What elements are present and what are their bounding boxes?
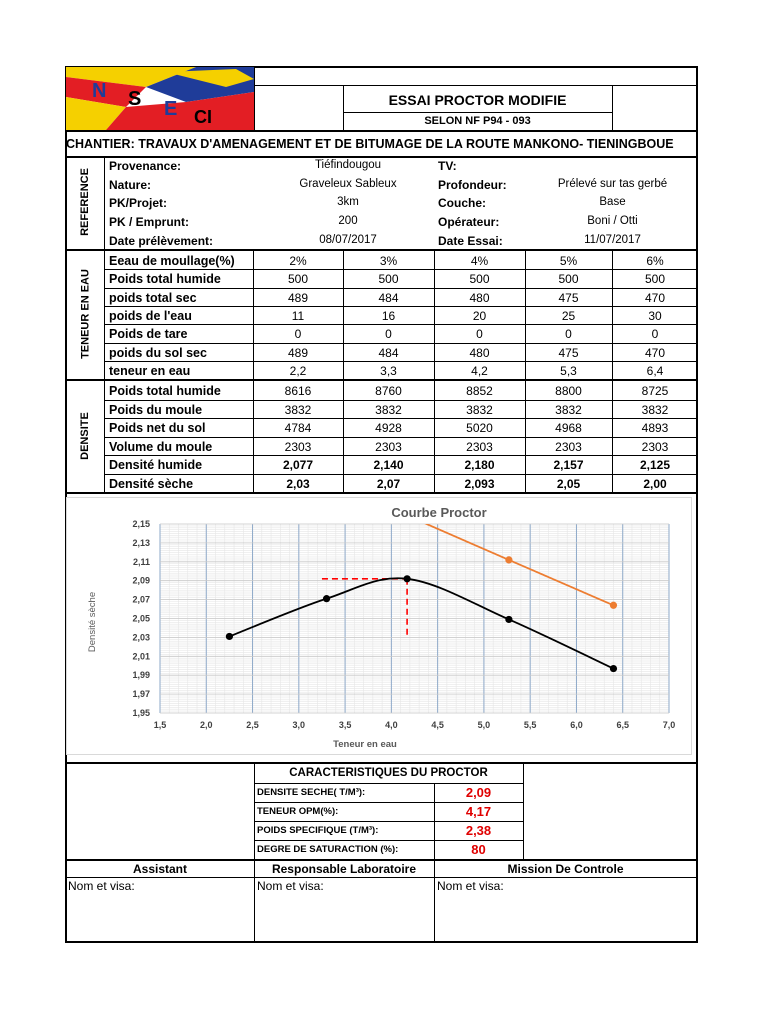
teneur-cell: 6%	[646, 254, 664, 268]
teneur-cell: 484	[378, 345, 399, 360]
densite-cell: 2303	[284, 439, 312, 454]
densite-row-label: Poids total humide	[109, 384, 221, 398]
teneur-row-label: Poids de tare	[109, 327, 188, 342]
logo-letters: N	[92, 80, 107, 102]
x-tick-label: 5,5	[523, 720, 537, 730]
teneur-row-label: poids de l'eau	[109, 308, 192, 323]
nature-value: Graveleux Sableux	[299, 178, 397, 190]
teneur-cell: 0	[476, 327, 483, 342]
densite-cell: 2303	[375, 439, 402, 454]
densite-cell: 2,140	[373, 458, 404, 473]
teneur-cell: 480	[469, 345, 490, 360]
densite-cell: 3832	[641, 402, 669, 417]
provenance-label: Provenance:	[109, 159, 182, 173]
x-tick-label: 2,5	[246, 720, 259, 730]
teneur-row-label: poids total sec	[109, 290, 197, 305]
x-tick-label: 3,0	[292, 720, 306, 730]
x-tick-label: 6,5	[616, 720, 629, 730]
caracteristiques-title: CARACTERISTIQUES DU PROCTOR	[289, 767, 488, 779]
densite-row-label: Densité humide	[109, 458, 203, 473]
series-0	[226, 575, 617, 672]
teneur-cell: 4%	[470, 254, 489, 268]
data-point	[610, 665, 617, 672]
pk-projet-value: 3km	[337, 196, 359, 208]
teneur-cell: 500	[287, 272, 309, 287]
couche-value: Base	[599, 196, 626, 208]
caracteristique-value: 80	[471, 842, 486, 857]
y-tick-label: 2,03	[132, 632, 150, 643]
signature-mission-visa: Nom et visa:	[437, 879, 504, 893]
x-tick-label: 4,5	[431, 720, 444, 730]
teneur-cell: 470	[644, 345, 666, 360]
caracteristique-label: DENSITE SECHE( T/M³):	[257, 787, 366, 798]
chart-title: Courbe Proctor	[391, 505, 487, 520]
densite-row-label: Poids net du sol	[109, 421, 206, 436]
teneur-cell: 2%	[289, 254, 307, 268]
densite-cell: 2,180	[464, 458, 495, 473]
teneur-cell: 500	[644, 272, 666, 287]
y-tick-label: 2,13	[132, 537, 150, 548]
densite-cell: 8616	[284, 384, 312, 398]
densite-cell: 2,125	[639, 458, 671, 473]
svg-text:S: S	[128, 88, 142, 110]
densite-cell: 2,07	[376, 477, 401, 491]
densite-cell: 4784	[284, 421, 312, 436]
teneur-cell: 0	[385, 327, 392, 342]
y-tick-label: 1,99	[132, 670, 150, 681]
date-essai-label: Date Essai:	[438, 234, 503, 248]
provenance-value: Tiéfindougou	[314, 159, 382, 171]
svg-text:E: E	[164, 98, 178, 120]
teneur-cell: 16	[381, 308, 396, 323]
signature-responsable-title: Responsable Laboratoire	[271, 862, 417, 876]
logo-graphic	[66, 67, 254, 130]
pk-emprunt-label: PK / Emprunt:	[109, 215, 189, 229]
densite-cell: 8725	[641, 384, 669, 398]
densite-cell: 2,00	[643, 477, 667, 491]
reference-section-label: REFERENCE	[79, 168, 91, 236]
profondeur-label: Profondeur:	[438, 178, 507, 192]
standard-reference: SELON NF P94 - 093	[424, 115, 531, 127]
date-prelevement-value: 08/07/2017	[319, 234, 377, 246]
data-point	[323, 595, 330, 602]
densite-cell: 2,157	[553, 458, 584, 473]
svg-text:CI: CI	[194, 107, 212, 127]
teneur-row-label: teneur en eau	[109, 363, 191, 378]
teneur-cell: 475	[558, 290, 579, 305]
teneur-cell: 500	[378, 272, 399, 287]
proctor-chart	[67, 498, 691, 754]
data-point	[610, 602, 617, 609]
x-tick-label: 5,0	[477, 720, 491, 730]
couche-label: Couche:	[438, 196, 486, 210]
densite-cell: 4893	[641, 421, 669, 436]
teneur-cell: 484	[378, 290, 399, 305]
pk-emprunt-value: 200	[338, 215, 358, 227]
teneur-cell: 470	[644, 290, 666, 305]
densite-cell: 4968	[555, 421, 582, 436]
series-1	[401, 513, 617, 609]
caracteristique-label: TENEUR OPM(%):	[257, 806, 339, 817]
caracteristique-value: 2,09	[465, 785, 492, 800]
signature-assistant-visa: Nom et visa:	[68, 879, 135, 893]
teneur-cell: 0	[651, 327, 659, 342]
teneur-cell: 6,4	[646, 363, 664, 378]
densite-cell: 2303	[466, 439, 493, 454]
date-prelevement-label: Date prélèvement:	[109, 234, 214, 248]
caracteristique-label: POIDS SPECIFIQUE (T/M³):	[257, 825, 379, 836]
nature-label: Nature:	[109, 178, 152, 192]
y-tick-label: 2,07	[132, 594, 150, 605]
chantier-title: CHANTIER: TRAVAUX D'AMENAGEMENT ET DE BITUMAGE DE LA ROUTE MANKONO- TIENINGBOUE	[66, 138, 674, 151]
densite-cell: 4928	[375, 421, 402, 436]
y-tick-label: 1,95	[132, 708, 150, 718]
tv-label: TV:	[438, 159, 457, 173]
chart-ylabel: Densité sèche	[87, 591, 98, 653]
teneur-cell: 5%	[559, 254, 578, 268]
densite-cell: 3832	[466, 402, 493, 417]
operateur-value: Boni / Otti	[587, 215, 638, 227]
densite-cell: 2,077	[282, 458, 314, 473]
data-point	[505, 556, 512, 563]
caracteristique-label: DEGRE DE SATURACTION (%):	[257, 844, 399, 855]
teneur-cell: 475	[558, 345, 579, 360]
densite-cell: 8800	[555, 384, 582, 398]
densite-cell: 2,093	[464, 477, 495, 491]
teneur-cell: 2,2	[289, 363, 307, 378]
densite-cell: 5020	[466, 421, 493, 436]
y-tick-label: 2,09	[132, 575, 150, 586]
teneur-cell: 11	[291, 308, 305, 323]
signature-responsable-visa: Nom et visa:	[257, 879, 324, 893]
densite-row-label: Volume du moule	[109, 439, 213, 454]
densite-row-label: Densité sèche	[109, 477, 194, 491]
y-tick-label: 1,97	[132, 689, 150, 700]
data-point	[505, 616, 512, 623]
teneur-cell: 500	[469, 272, 490, 287]
teneur-cell: 3%	[379, 254, 398, 268]
teneur-cell: 489	[287, 345, 309, 360]
densite-cell: 8760	[375, 384, 402, 398]
densite-cell: 3832	[375, 402, 402, 417]
densite-cell: 2303	[641, 439, 669, 454]
densite-section-label: DENSITE	[79, 412, 91, 460]
teneur-cell: 0	[294, 327, 302, 342]
data-point	[226, 633, 233, 640]
teneur-cell: 0	[565, 327, 572, 342]
signature-assistant-title: Assistant	[132, 862, 188, 876]
densite-cell: 2,05	[556, 477, 581, 491]
teneur-cell: 4,2	[471, 363, 488, 378]
company-logo	[66, 67, 254, 130]
x-tick-label: 3,5	[338, 720, 352, 730]
caracteristique-value: 2,38	[465, 823, 492, 838]
densite-row-label: Poids du moule	[109, 402, 203, 417]
x-tick-label: 6,0	[570, 720, 583, 730]
report-title: ESSAI PROCTOR MODIFIE	[388, 92, 567, 108]
teneur-section-label: TENEUR EN EAU	[79, 269, 92, 359]
x-tick-label: 4,0	[385, 720, 398, 730]
y-tick-label: 2,15	[132, 519, 150, 529]
signature-mission-title: Mission De Controle	[507, 862, 624, 876]
x-tick-label: 1,5	[153, 720, 167, 730]
teneur-cell: 20	[472, 308, 487, 323]
teneur-cell: 489	[287, 290, 309, 305]
x-tick-label: 7,0	[662, 720, 676, 730]
caracteristique-value: 4,17	[465, 804, 492, 819]
teneur-cell: 30	[648, 308, 662, 323]
y-tick-label: 2,11	[132, 556, 150, 567]
teneur-row-label: Poids total humide	[109, 272, 221, 287]
teneur-row-label: poids du sol sec	[109, 345, 207, 360]
proctor-chart-frame	[66, 497, 692, 755]
pk-projet-label: PK/Projet:	[109, 196, 168, 210]
densite-cell: 8852	[466, 384, 493, 398]
teneur-cell: 500	[558, 272, 579, 287]
x-tick-label: 2,0	[200, 720, 213, 730]
profondeur-value: Prélevé sur tas gerbé	[557, 178, 668, 190]
data-point	[403, 575, 410, 582]
densite-cell: 3832	[555, 402, 582, 417]
densite-cell: 2,03	[286, 477, 310, 491]
teneur-cell: 5,3	[560, 363, 577, 378]
densite-cell: 2303	[555, 439, 582, 454]
densite-cell: 3832	[284, 402, 312, 417]
operateur-label: Opérateur:	[438, 215, 500, 229]
teneur-row-label: Eeau de moullage(%)	[109, 254, 235, 268]
chart-xlabel: Teneur en eau	[333, 739, 397, 750]
teneur-cell: 3,3	[380, 363, 397, 378]
teneur-cell: 480	[469, 290, 490, 305]
teneur-cell: 25	[561, 308, 576, 323]
y-tick-label: 2,05	[132, 613, 150, 624]
date-essai-value: 11/07/2017	[584, 234, 641, 246]
y-tick-label: 2,01	[132, 651, 150, 662]
